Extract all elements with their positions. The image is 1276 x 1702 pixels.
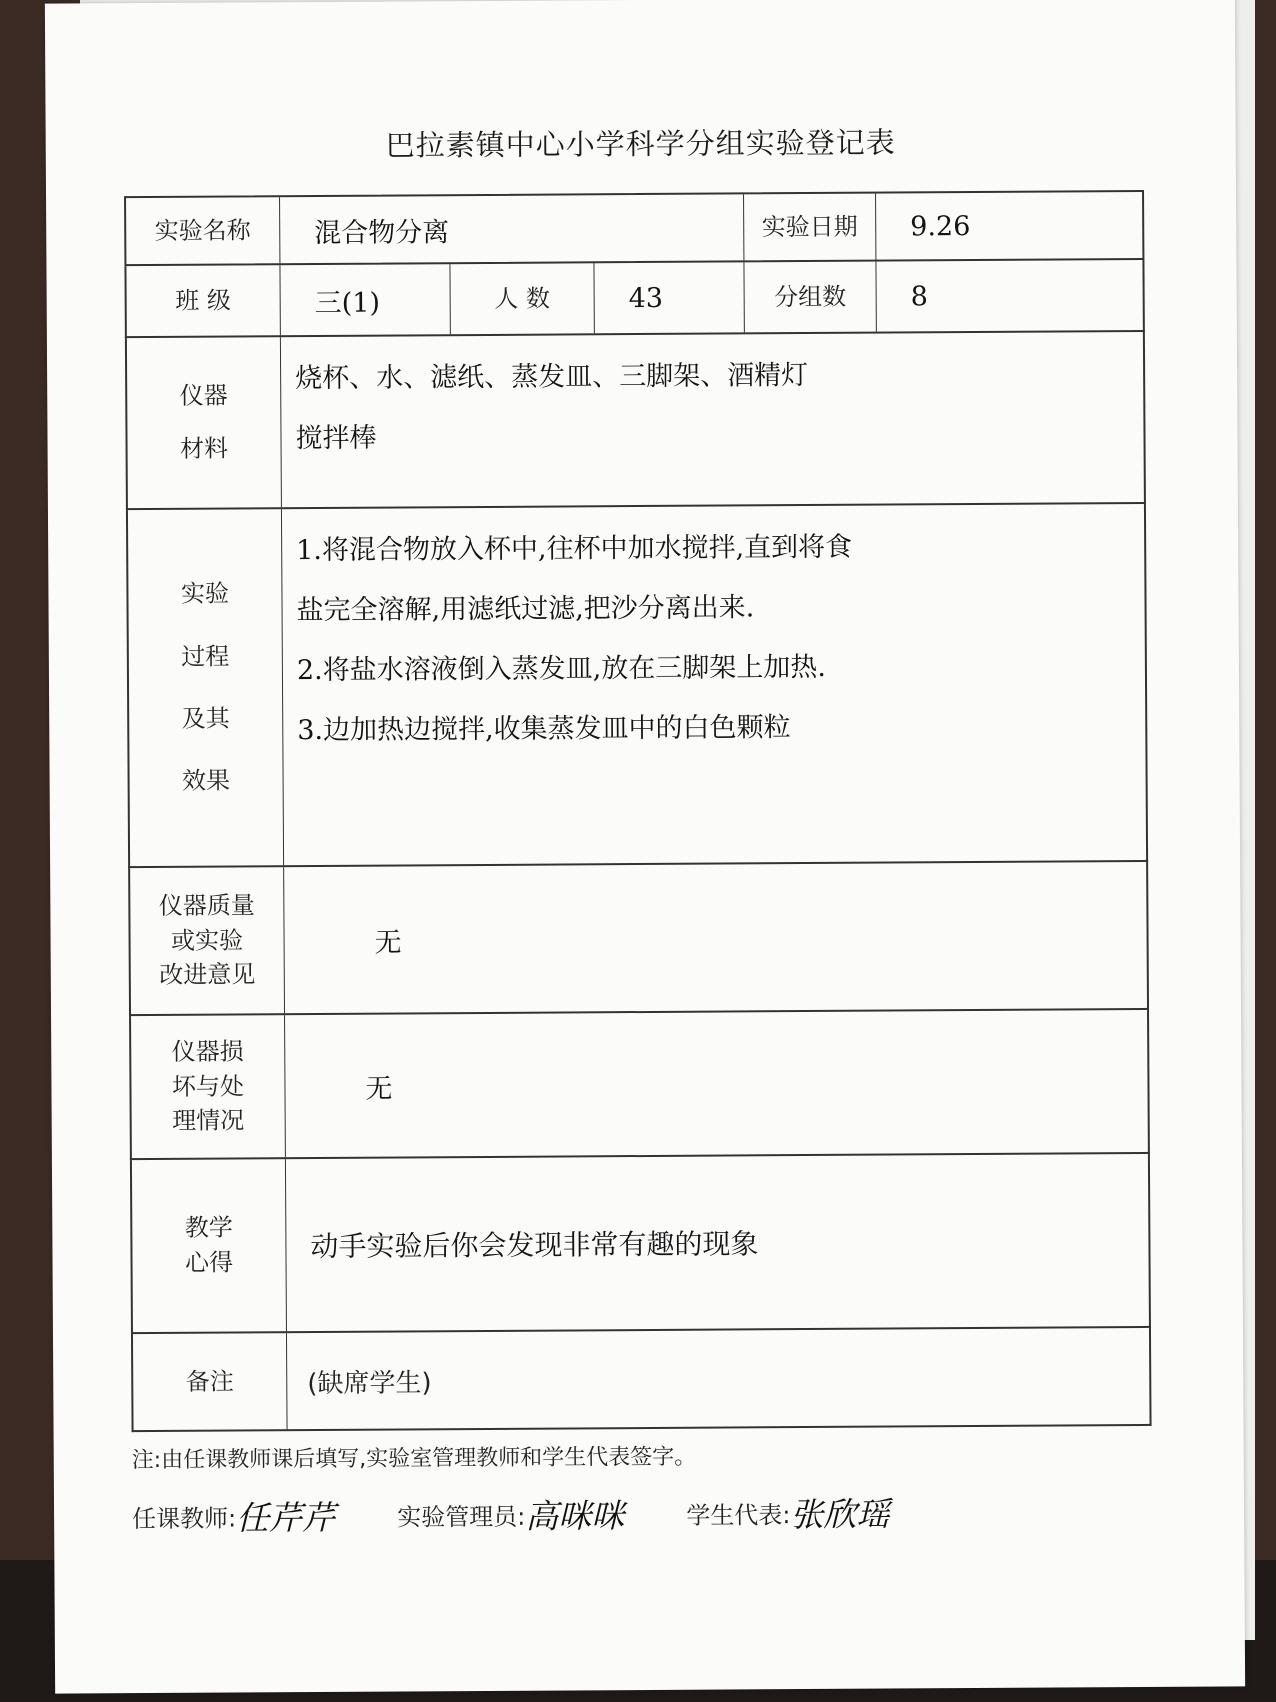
quality-label-line: 改进意见 [159,960,256,990]
experiment-name-value: 混合物分离 [280,194,744,263]
quality-value: 无 [374,926,402,959]
process-label-line: 效果 [182,766,231,796]
damage-label-line: 仪器损 [171,1037,244,1066]
table-row [129,1010,1150,1160]
process-label-line: 过程 [181,642,230,671]
equipment-list [281,332,1144,507]
group-count-label: 分组数 [744,262,876,333]
table-row [126,504,1148,868]
process-label-line: 实验 [180,579,230,609]
student-count-value: 43 [594,262,744,333]
damage-label-line: 坏与处 [171,1072,245,1101]
equipment-line: 烧杯、水、滤纸、蒸发皿、三脚架、酒精灯 [295,359,809,395]
teacher-signature-label: 任课教师: [132,1504,237,1534]
quality-label-line: 仪器质量 [158,891,255,920]
experiment-table [124,190,1152,1432]
experiment-name-label: 实验名称 [126,197,280,264]
reflection-label-line: 教学 [184,1213,233,1243]
student-signature-label: 学生代表: [686,1501,791,1530]
signature-row [132,1487,1152,1540]
process-step-line: 2.将盐水溶液倒入蒸发皿,放在三脚架上加热. [296,651,826,687]
form-title: 巴拉素镇中心小学科学分组实验登记表 [385,125,896,163]
process-step-line: 3.边加热边搅拌,收集蒸发皿中的白色颗粒 [297,712,791,747]
class-value: 三(1) [280,264,450,335]
equipment-label-line: 仪器 [179,381,228,411]
quality-label-line: 或实验 [170,926,244,955]
experiment-date-value: 9.26 [910,210,971,242]
class-label: 班 级 [126,265,280,336]
reflection-value: 动手实验后你会发现非常有趣的现象 [310,1227,759,1264]
process-description [282,504,1146,865]
process-step-line: 盐完全溶解,用滤纸过滤,把沙分离出来. [296,592,755,627]
manager-signature-label: 实验管理员: [397,1502,526,1532]
equipment-label-line: 材料 [179,434,229,463]
table-row [124,260,1144,338]
process-step-line: 1.将混合物放入杯中,往杯中加水搅拌,直到将食 [296,531,853,567]
reflection-label [132,1159,287,1332]
experiment-date-label: 实验日期 [744,194,876,261]
manager-signature: 高咪咪 [525,1496,625,1536]
table-row [124,190,1144,266]
table-row [125,332,1146,510]
equipment-line: 搅拌棒 [295,422,377,455]
registration-form-sheet [45,0,1245,1694]
process-label [128,509,284,866]
quality-label [130,867,285,1014]
group-count-value: 8 [910,280,928,312]
table-row [131,1328,1152,1432]
process-label-line: 及其 [181,704,230,733]
form-note: 注:由任课教师课后填写,实验室管理教师和学生代表签字。 [131,1444,697,1474]
damage-label [131,1015,286,1158]
student-count-label: 人 数 [450,263,594,334]
damage-label-line: 理情况 [172,1106,245,1136]
student-signature: 张欣瑶 [790,1494,890,1535]
table-row [130,1154,1151,1334]
equipment-label [127,337,282,508]
remarks-label: 备注 [133,1333,288,1430]
remarks-value: (缺席学生) [307,1367,432,1399]
table-row [128,862,1149,1016]
teacher-signature: 任芹芹 [236,1497,336,1538]
reflection-label-line: 心得 [184,1248,234,1277]
damage-value: 无 [365,1073,393,1105]
